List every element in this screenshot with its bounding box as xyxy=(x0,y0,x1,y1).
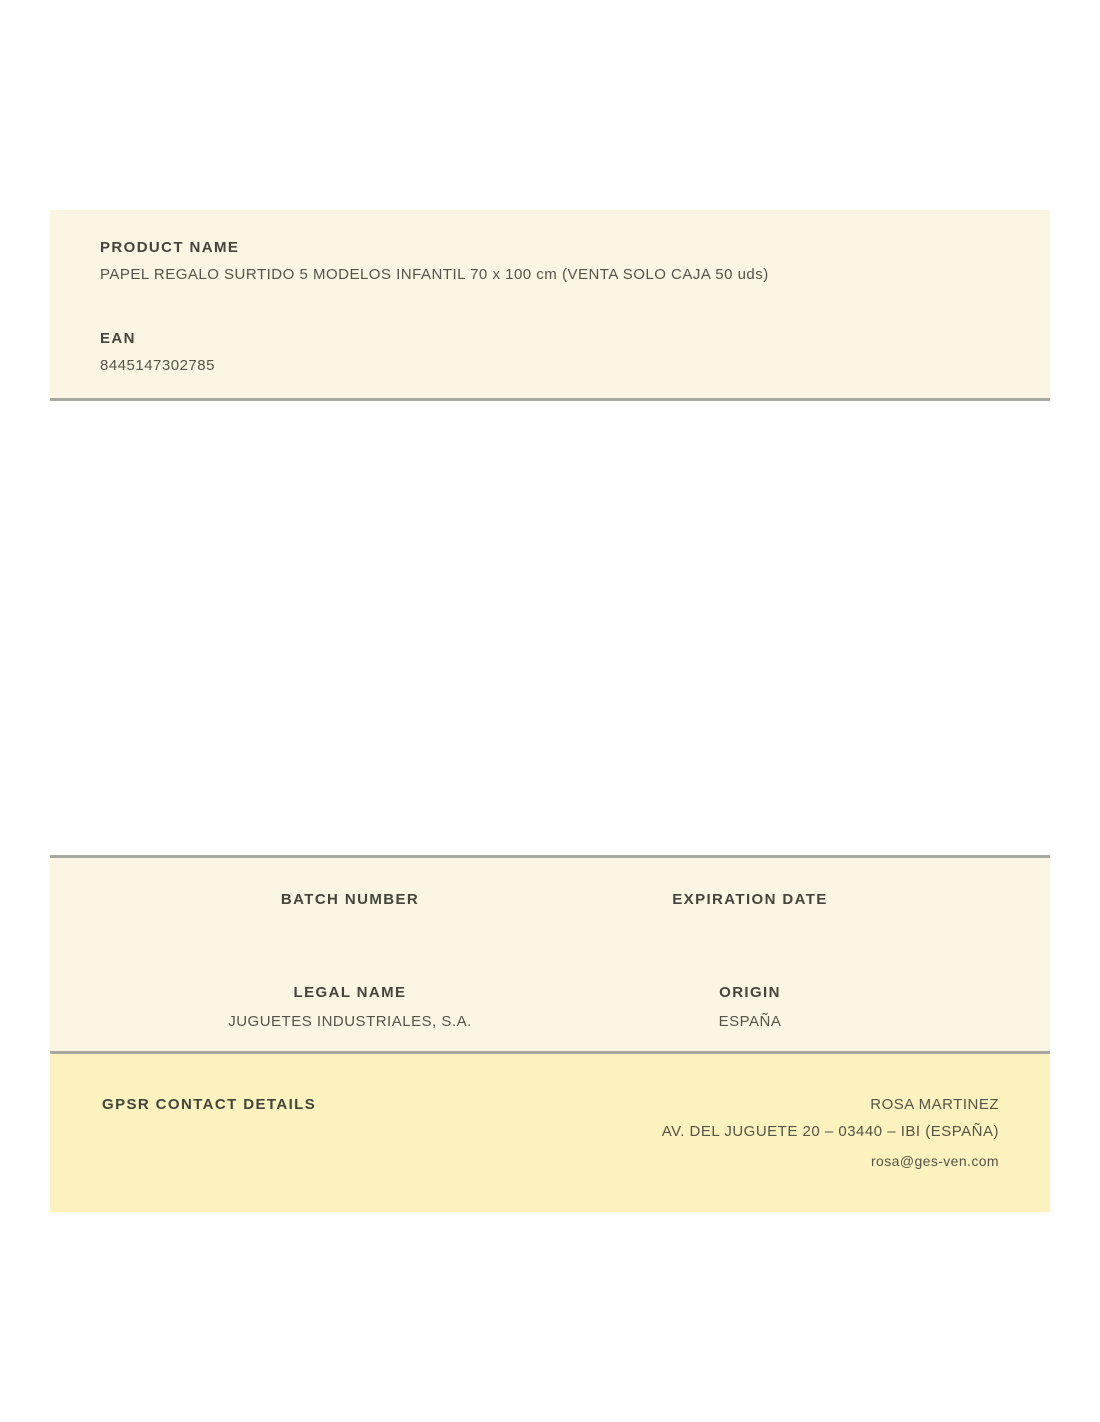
origin-value: ESPAÑA xyxy=(718,1013,782,1030)
gpsr-contact-panel xyxy=(50,1054,1050,1212)
contact-name: ROSA MARTINEZ xyxy=(870,1096,999,1113)
gpsr-contact-lines xyxy=(662,1097,999,1169)
gpsr-contact-label: GPSR CONTACT DETAILS xyxy=(102,1096,317,1113)
product-name-label: PRODUCT NAME xyxy=(100,239,240,256)
product-name-value: PAPEL REGALO SURTIDO 5 MODELOS INFANTIL 70 x 100 cm (VENTA SOLO CAJA 50 uds) xyxy=(100,266,769,283)
legal-name-label: LEGAL NAME xyxy=(293,984,407,1001)
expiration-date-label: EXPIRATION DATE xyxy=(672,891,828,908)
contact-address: AV. DEL JUGUETE 20 – 03440 – IBI (ESPAÑA) xyxy=(661,1123,999,1140)
details-left-column xyxy=(150,858,550,1051)
ean-value: 8445147302785 xyxy=(100,357,215,374)
contact-email: rosa@ges-ven.com xyxy=(871,1153,999,1169)
batch-details-panel xyxy=(50,855,1050,1054)
legal-name-value: JUGUETES INDUSTRIALES, S.A. xyxy=(228,1013,472,1030)
ean-label: EAN xyxy=(100,330,136,347)
batch-number-label: BATCH NUMBER xyxy=(280,891,420,908)
product-info-panel xyxy=(50,210,1050,401)
details-right-column xyxy=(550,858,950,1051)
origin-label: ORIGIN xyxy=(719,984,781,1001)
